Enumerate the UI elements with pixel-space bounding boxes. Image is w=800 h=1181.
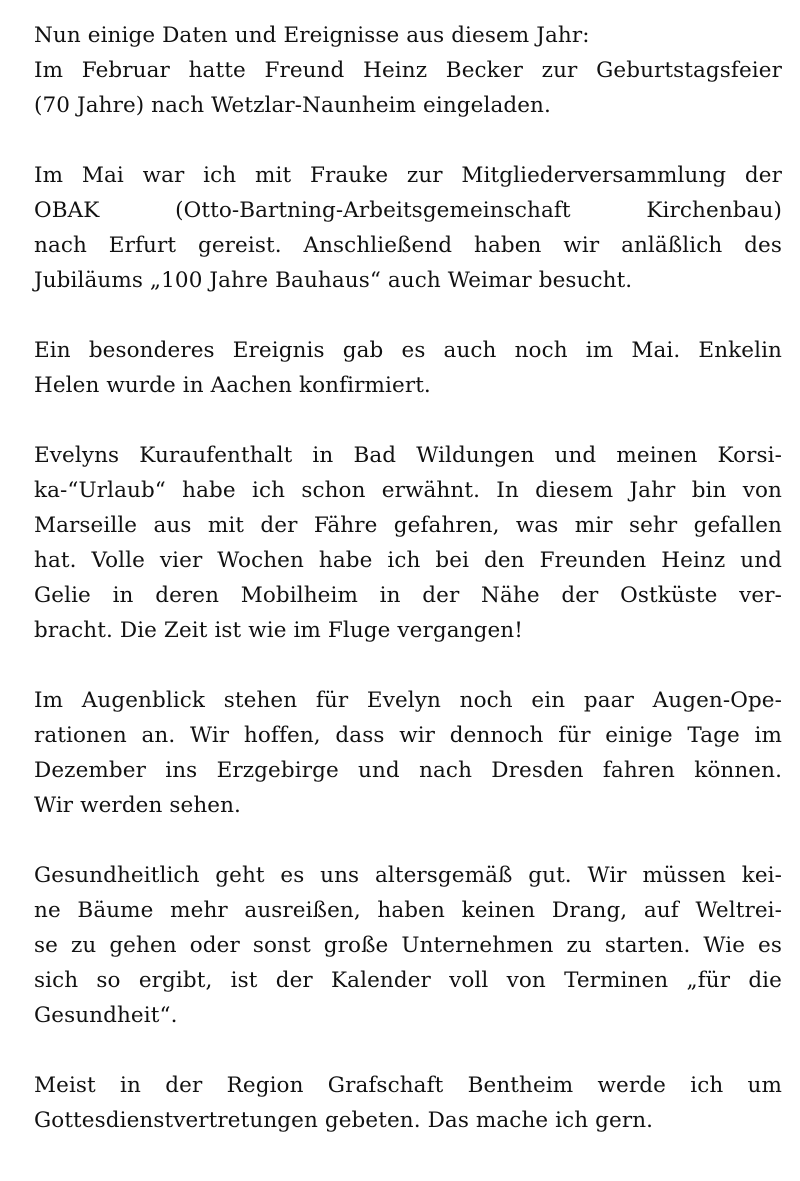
text-line: Wir werden sehen. [34, 793, 241, 818]
text-line: Im Augenblick stehen für Evelyn noch ein paar Augen-Ope- [34, 688, 782, 713]
paragraph-events-intro [34, 18, 782, 123]
paragraph-church-services [34, 1068, 782, 1138]
text-line: hat. Volle vier Wochen habe ich bei den Freunden Heinz und [34, 548, 782, 573]
paragraph-eye-operations [34, 683, 782, 823]
text-line: Jubiläums „100 Jahre Bauhaus“ auch Weimar besucht. [34, 268, 633, 293]
text-line: Im Mai war ich mit Frauke zur Mitgliederversammlung der [34, 163, 782, 188]
text-line: ka-“Urlaub“ habe ich schon erwähnt. In diesem Jahr bin von [34, 478, 782, 503]
text-line: nach Erfurt gereist. Anschließend haben wir anläßlich des [34, 233, 782, 258]
text-line: Gesundheitlich geht es uns altersgemäß gut. Wir müssen kei- [34, 863, 782, 888]
text-line: rationen an. Wir hoffen, dass wir dennoch für einige Tage im [34, 723, 782, 748]
document-page [34, 18, 782, 1173]
text-line: Gottesdienstvertretungen gebeten. Das mache ich gern. [34, 1108, 654, 1133]
text-line: OBAK (Otto-Bartning-Arbeitsgemeinschaft Kirchenbau) [34, 198, 782, 223]
text-line: Evelyns Kuraufenthalt in Bad Wildungen und meinen Korsi- [34, 443, 782, 468]
paragraph-corsica [34, 438, 782, 648]
text-line: Meist in der Region Grafschaft Bentheim werde ich um [34, 1073, 782, 1098]
paragraph-confirmation [34, 333, 782, 403]
text-line: ne Bäume mehr ausreißen, haben keinen Drang, auf Weltrei- [34, 898, 782, 923]
text-line: Nun einige Daten und Ereignisse aus diesem Jahr: [34, 23, 590, 48]
text-line: Dezember ins Erzgebirge und nach Dresden fahren können. [34, 758, 782, 783]
text-line: Gelie in deren Mobilheim in der Nähe der Ostküste ver- [34, 583, 782, 608]
text-line: sich so ergibt, ist der Kalender voll von Terminen „für die [34, 968, 782, 993]
text-line: Helen wurde in Aachen konfirmiert. [34, 373, 431, 398]
text-line: Gesundheit“. [34, 1003, 178, 1028]
text-line: (70 Jahre) nach Wetzlar-Naunheim eingeladen. [34, 93, 551, 118]
paragraph-health [34, 858, 782, 1033]
text-line: Marseille aus mit der Fähre gefahren, was mir sehr gefallen [34, 513, 782, 538]
text-line: bracht. Die Zeit ist wie im Fluge vergangen! [34, 618, 523, 643]
text-line: Ein besonderes Ereignis gab es auch noch im Mai. Enkelin [34, 338, 782, 363]
paragraph-obak-erfurt [34, 158, 782, 298]
text-line: se zu gehen oder sonst große Unternehmen zu starten. Wie es [34, 933, 782, 958]
text-line: Im Februar hatte Freund Heinz Becker zur Geburtstagsfeier [34, 58, 782, 83]
